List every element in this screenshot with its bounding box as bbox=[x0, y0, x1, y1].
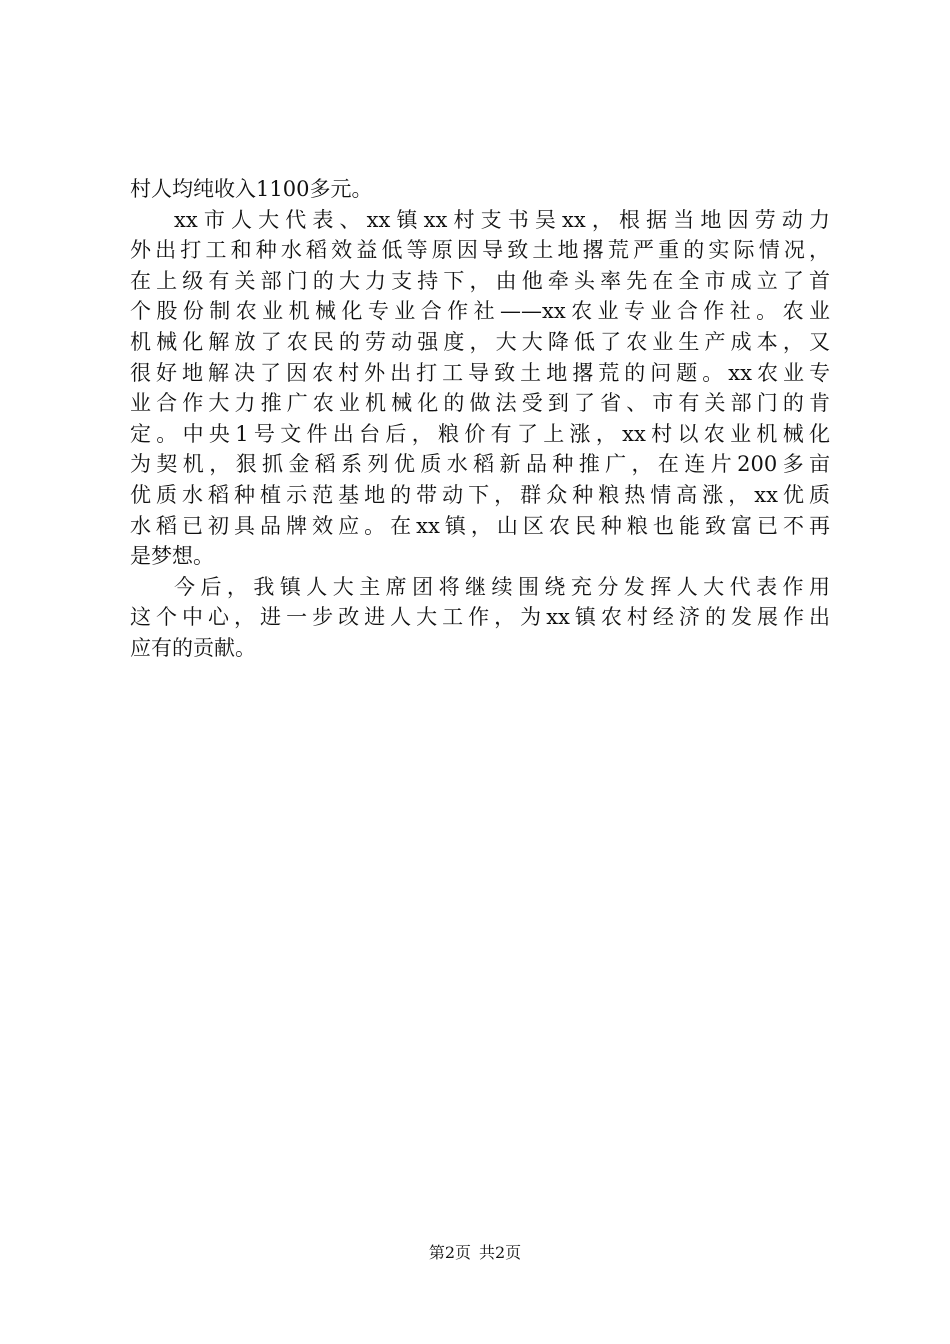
text-line: 个股份制农业机械化专业合作社——xx农业专业合作社。农业 bbox=[130, 299, 830, 324]
text-line: 今后，我镇人大主席团将继续围绕充分发挥人大代表作用 bbox=[174, 574, 830, 599]
text-line: 这个中心，进一步改进人大工作，为xx镇农村经济的发展作出 bbox=[130, 605, 830, 630]
page-number-current: 第2页 bbox=[428, 1243, 471, 1262]
text-line: 在上级有关部门的大力支持下，由他牵头率先在全市成立了首 bbox=[130, 268, 830, 293]
text-line: 村人均纯收入1100多元。 bbox=[130, 177, 373, 201]
text-line: xx市人大代表、xx镇xx村支书吴xx，根据当地因劳动力 bbox=[174, 207, 830, 232]
text-line: 是梦想。 bbox=[130, 544, 214, 569]
text-line: 外出打工和种水稻效益低等原因导致土地撂荒严重的实际情况， bbox=[130, 238, 830, 263]
page-footer bbox=[0, 1242, 950, 1264]
text-line: 为契机，狠抓金稻系列优质水稻新品种推广，在连片200多亩 bbox=[130, 452, 830, 477]
text-line: 机械化解放了农民的劳动强度，大大降低了农业生产成本，又 bbox=[130, 329, 830, 354]
text-line: 定。中央1号文件出台后，粮价有了上涨，xx村以农业机械化 bbox=[130, 421, 830, 446]
text-line: 业合作大力推广农业机械化的做法受到了省、市有关部门的肯 bbox=[130, 391, 830, 416]
page-number-total: 共2页 bbox=[479, 1243, 522, 1262]
text-line: 很好地解决了因农村外出打工导致土地撂荒的问题。xx农业专 bbox=[130, 360, 830, 385]
text-line: 应有的贡献。 bbox=[130, 635, 256, 660]
text-line: 优质水稻种植示范基地的带动下，群众种粮热情高涨，xx优质 bbox=[130, 482, 830, 507]
document-body bbox=[130, 174, 830, 664]
text-line: 水稻已初具品牌效应。在xx镇，山区农民种粮也能致富已不再 bbox=[130, 513, 830, 538]
